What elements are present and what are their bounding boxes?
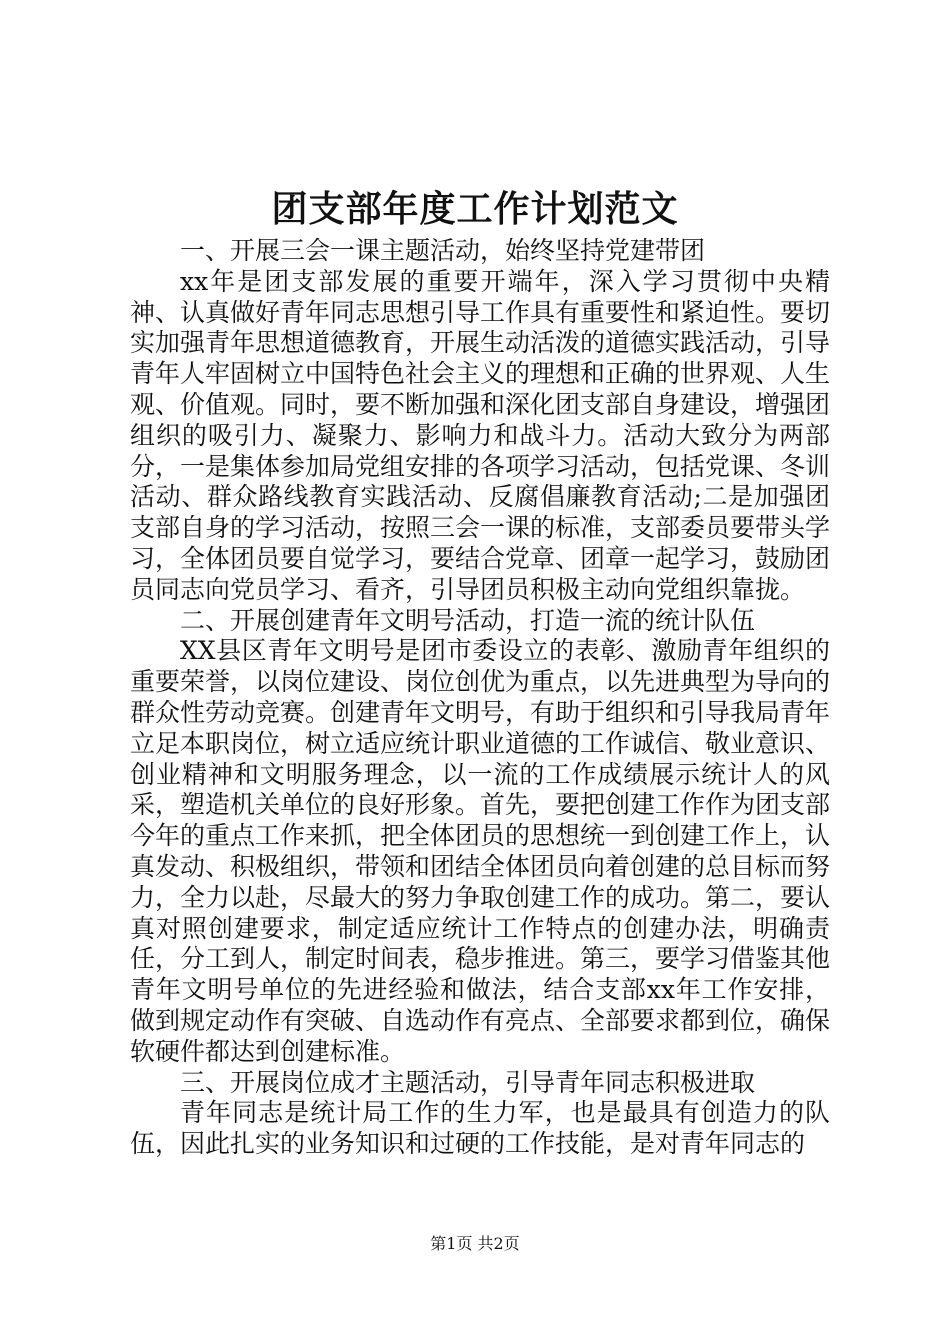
section-heading-1: 一、开展三会一课主题活动，始终坚持党建带团 xyxy=(180,236,706,265)
body-paragraph-2: XX县区青年文明号是团市委设立的表彰、激励青年组织的重要荣誉，以岗位建设、岗位创优为重点，以先进典型为导向的群众性劳动竞赛。创建青年文明号，有助于组织和引导我局青年立足本职岗位，树立适应统计职业道德的工作诚信、敬业意识、创业精神和文明服务理念，以一流的工作成绩展示统计人的风采，塑造机关单位的良好形象。首先，要把创建工作作为团支部今年的重点工作来抓，把全体团员的思想统一到创建工作上，认真发动、积极组织，带领和团结全体团员向着创建的总目标而努力，全力以赴，尽最大的努力争取创建工作的成功。第二，要认真对照创建要求，制定适应统计工作特点的创建办法，明确责任，分工到人，制定时间表，稳步推进。第三，要学习借鉴其他青年文明号单位的先进经验和做法，结合支部xx年工作安排，做到规定动作有突破、自选动作有亮点、全部要求都到位，确保软硬件都达到创建标准。 xyxy=(130,636,831,1066)
body-paragraph-3: 青年同志是统计局工作的生力军，也是最具有创造力的队伍，因此扎实的业务知识和过硬的工作技能，是对青年同志的 xyxy=(130,1098,830,1159)
document-body xyxy=(130,236,830,1160)
document-title: 团支部年度工作计划范文 xyxy=(271,188,679,230)
section-heading-2: 二、开展创建青年文明号活动，打造一流的统计队伍 xyxy=(180,605,756,635)
page-footer: 第1页 共2页 xyxy=(430,1234,520,1253)
body-paragraph-1: xx年是团支部发展的重要开端年，深入学习贯彻中央精神、认真做好青年同志思想引导工作具有重要性和紧迫性。要切实加强青年思想道德教育，开展生动活泼的道德实践活动，引导青年人牢固树立中国特色社会主义的理想和正确的世界观、人生观、价值观。同时，要不断加强和深化团支部自身建设，增强团组织的吸引力、凝聚力、影响力和战斗力。活动大致分为两部分，一是集体参加局党组安排的各项学习活动，包括党课、冬训活动、群众路线教育实践活动、反腐倡廉教育活动;二是加强团支部自身的学习活动，按照三会一课的标准，支部委员要带头学习，全体团员要自觉学习，要结合党章、团章一起学习，鼓励团员同志向党员学习、看齐，引导团员积极主动向党组织靠拢。 xyxy=(130,266,831,604)
section-heading-3: 三、开展岗位成才主题活动，引导青年同志积极进取 xyxy=(180,1067,756,1097)
